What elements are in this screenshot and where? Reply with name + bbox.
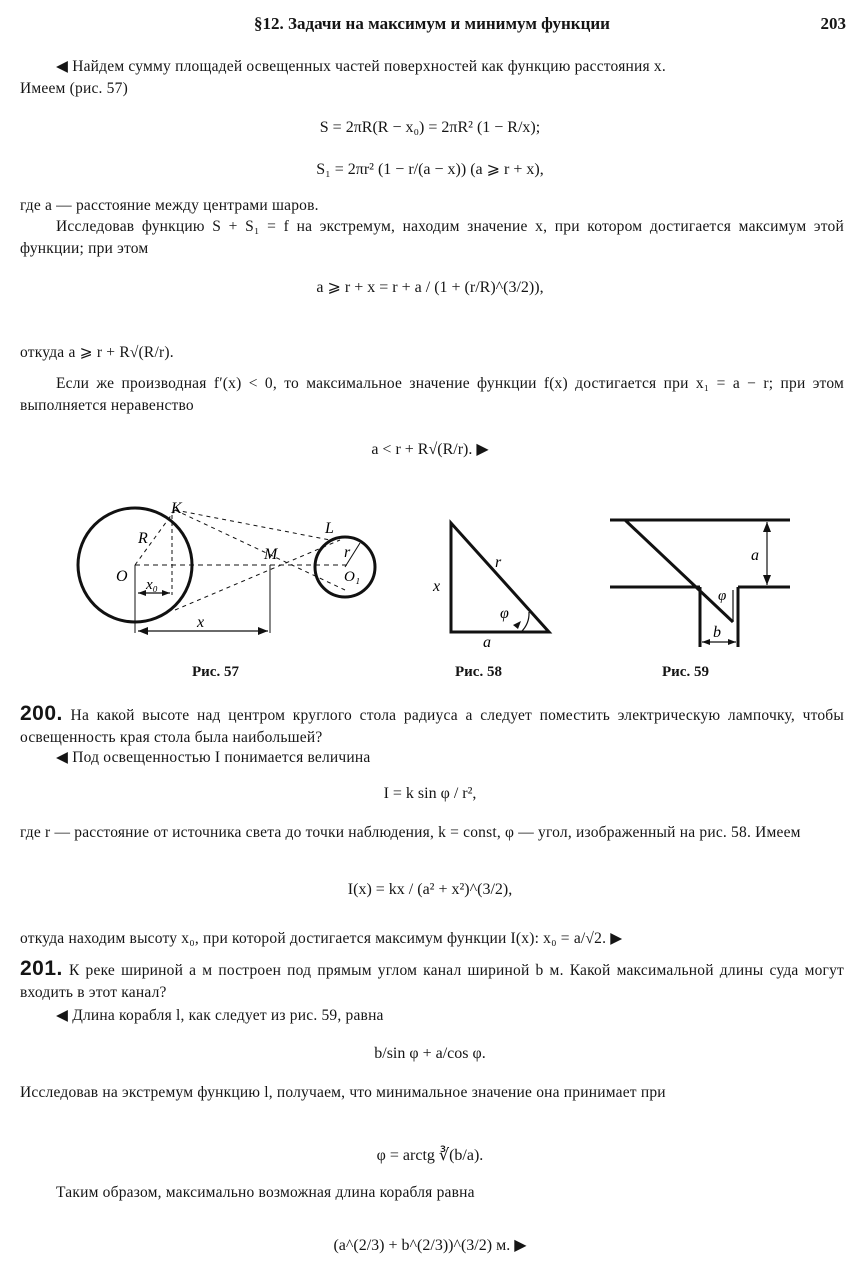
whence-text: откуда a ⩾ r + R√(R/r). <box>20 344 174 361</box>
where-a-text: где a — расстояние между центрами шаров. <box>20 197 319 214</box>
label-b: b <box>713 624 721 641</box>
label-x: x <box>433 578 441 595</box>
formula-Ix: I(x) = kx / (a² + x²)^(3/2), <box>347 881 513 898</box>
intro-line-2: Имеем (рис. 57) <box>20 80 128 97</box>
thus-text: Таким образом, максимально возможная длина корабля равна <box>56 1184 475 1201</box>
ship <box>625 520 733 622</box>
intro-line-1: ◀ Найдем сумму площадей освещенных частей поверхностей как функцию расстояния x. <box>56 58 666 75</box>
illum-intro: ◀ Под освещенностью I понимается величина <box>56 749 371 766</box>
ship-intro: ◀ Длина корабля l, как следует из рис. 59, равна <box>56 1007 384 1024</box>
label-M: M <box>264 546 278 563</box>
formula-inequality: a < r + R√(R/r). ▶ <box>371 441 489 458</box>
label-a: a <box>751 547 759 564</box>
label-a: a <box>483 634 491 651</box>
figure-57 <box>60 495 390 645</box>
label-x: x <box>197 614 205 631</box>
formula-I: I = k sin φ / r², <box>383 785 477 802</box>
problem-201-number: 201. <box>20 957 63 980</box>
angle-arc <box>521 612 529 632</box>
formula-S: S = 2πR(R − x₀) = 2πR² (1 − R/x); <box>319 119 541 136</box>
caption-fig58: Рис. 58 <box>455 664 502 680</box>
label-phi: φ <box>500 605 509 622</box>
label-K: K <box>171 500 182 517</box>
page-number: 203 <box>820 14 846 33</box>
formula-l: b/sin φ + a/cos φ. <box>374 1045 486 1062</box>
whence-x0: откуда находим высоту x₀, при которой достигается максимум функции I(x): x₀ = a/√2. ▶ <box>20 930 623 947</box>
label-phi: φ <box>718 588 727 604</box>
label-O1: O₁ <box>344 569 361 585</box>
formula-S1: S₁ = 2πr² (1 − r/(a − x)) (a ⩾ r + x), <box>316 161 544 178</box>
problem-201-text: К реке шириной a м построен под прямым углом канал шириной b м. Какой максимальной длины суда могут входить в этот канал? <box>20 962 845 1001</box>
label-L: L <box>325 520 334 537</box>
label-r: r <box>495 554 502 571</box>
derivative-text: Если же производная f′(x) < 0, то максимальное значение функции f(x) достигается при x₁ = a − r; при этом выполняется неравенство <box>20 375 844 414</box>
label-x0: x₀ <box>146 577 158 593</box>
problem-200-text: На какой высоте над центром круглого стола радиуса a следует поместить электрическую лампочку, чтобы освещенность края стола была наибольшей? <box>20 707 845 746</box>
page-header <box>18 14 846 40</box>
section-title: §12. Задачи на максимум и минимум функции <box>254 14 610 33</box>
formula-condition: a ⩾ r + x = r + a / (1 + (r/R)^(3/2)), <box>316 279 544 296</box>
label-r: r <box>344 544 351 561</box>
caption-fig57: Рис. 57 <box>192 664 239 680</box>
problem-200-number: 200. <box>20 702 63 725</box>
problem-200 <box>20 703 844 749</box>
caption-fig59: Рис. 59 <box>662 664 709 680</box>
study-201: Исследовав на экстремум функцию l, получаем, что минимальное значение она принимает при <box>20 1084 666 1101</box>
where-r-text: где r — расстояние от источника света до точки наблюдения, k = const, φ — угол, изображенный на рис. 58. Имеем <box>20 824 801 841</box>
study-text: Исследовав функцию S + S₁ = f на экстремум, находим значение x, при котором достигается максимум этой функции; при этом <box>20 218 844 257</box>
formula-final: (a^(2/3) + b^(2/3))^(3/2) м. ▶ <box>333 1237 527 1254</box>
label-O: O <box>116 568 128 585</box>
tangent-upper <box>175 510 330 540</box>
figure-58 <box>425 515 560 651</box>
formula-phi: φ = arctg ∛(b/a). <box>376 1147 484 1164</box>
figure-59 <box>605 510 795 658</box>
problem-201 <box>20 958 844 1004</box>
label-R: R <box>138 530 148 547</box>
